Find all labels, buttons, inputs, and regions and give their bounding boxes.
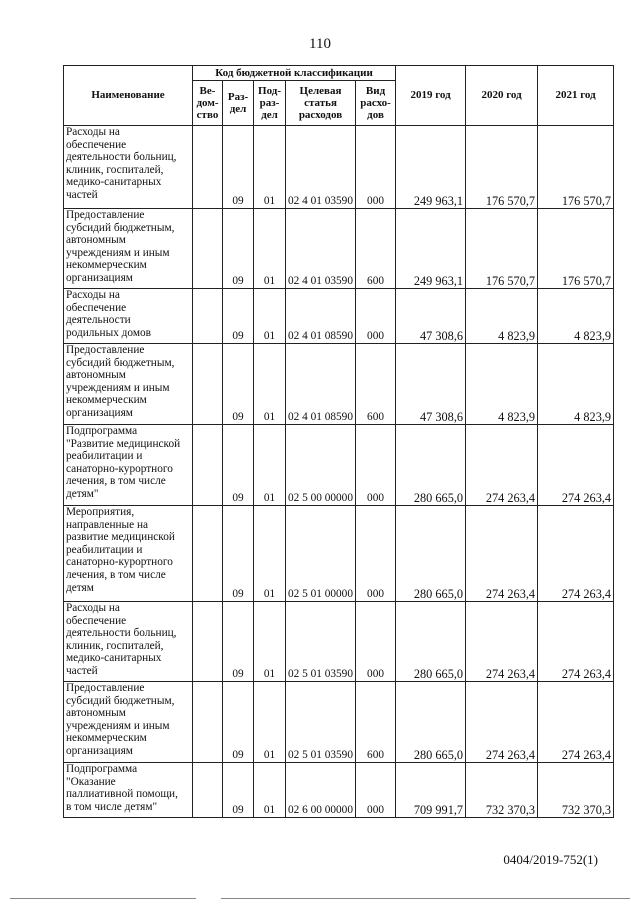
table-row <box>64 289 614 344</box>
table-row <box>64 344 614 425</box>
row-value-2021: 274 263,4 <box>538 602 614 682</box>
row-value-2020: 274 263,4 <box>466 506 538 602</box>
row-section: 09 <box>223 289 254 344</box>
table-row <box>64 126 614 209</box>
row-department <box>193 763 223 818</box>
row-value-2020: 176 570,7 <box>466 209 538 289</box>
table-row <box>64 682 614 763</box>
row-section: 09 <box>223 425 254 506</box>
row-value-2020: 4 823,9 <box>466 289 538 344</box>
row-subsection: 01 <box>254 425 286 506</box>
header-name: Наименование <box>64 66 193 126</box>
row-value-2019: 709 991,7 <box>396 763 466 818</box>
row-department <box>193 682 223 763</box>
row-department <box>193 126 223 209</box>
table-row <box>64 763 614 818</box>
row-department <box>193 506 223 602</box>
row-name: Расходы на обеспечение деятельности родильных домов <box>64 289 193 344</box>
row-subsection: 01 <box>254 126 286 209</box>
header-expense-type: Вид расхо- дов <box>356 81 396 126</box>
table-header <box>64 66 614 126</box>
row-value-2019: 280 665,0 <box>396 506 466 602</box>
row-value-2021: 176 570,7 <box>538 126 614 209</box>
row-value-2019: 280 665,0 <box>396 682 466 763</box>
budget-table <box>63 65 614 818</box>
row-subsection: 01 <box>254 289 286 344</box>
row-department <box>193 602 223 682</box>
row-target-item: 02 4 01 08590 <box>286 289 356 344</box>
row-expense-type: 600 <box>356 344 396 425</box>
row-value-2021: 274 263,4 <box>538 425 614 506</box>
row-expense-type: 000 <box>356 425 396 506</box>
row-value-2020: 732 370,3 <box>466 763 538 818</box>
row-value-2020: 274 263,4 <box>466 682 538 763</box>
row-target-item: 02 4 01 03590 <box>286 126 356 209</box>
row-name: Мероприятия, направленные на развитие медицинской реабилитации и санаторно-курортного лечения, в том числе детям <box>64 506 193 602</box>
table-row <box>64 425 614 506</box>
row-expense-type: 000 <box>356 602 396 682</box>
row-name: Предоставление субсидий бюджетным, автономным учреждениям и иным некоммерческим организациям <box>64 344 193 425</box>
row-expense-type: 000 <box>356 763 396 818</box>
row-target-item: 02 6 00 00000 <box>286 763 356 818</box>
row-value-2019: 249 963,1 <box>396 126 466 209</box>
row-subsection: 01 <box>254 682 286 763</box>
document-code: 0404/2019-752(1) <box>503 852 598 867</box>
row-department <box>193 344 223 425</box>
row-value-2019: 280 665,0 <box>396 425 466 506</box>
row-section: 09 <box>223 682 254 763</box>
row-section: 09 <box>223 763 254 818</box>
row-value-2021: 176 570,7 <box>538 209 614 289</box>
row-name: Подпрограмма "Оказание паллиативной помощи, в том числе детям" <box>64 763 193 818</box>
table-body <box>64 126 614 818</box>
page-number: 110 <box>309 36 331 52</box>
row-department <box>193 289 223 344</box>
row-value-2021: 732 370,3 <box>538 763 614 818</box>
header-year-2020: 2020 год <box>466 66 538 126</box>
row-target-item: 02 4 01 03590 <box>286 209 356 289</box>
row-section: 09 <box>223 209 254 289</box>
table-row <box>64 506 614 602</box>
row-name: Предоставление субсидий бюджетным, автономным учреждениям и иным некоммерческим организациям <box>64 209 193 289</box>
table-row <box>64 209 614 289</box>
header-budget-code-group: Код бюджетной классификации <box>193 66 396 81</box>
row-value-2021: 4 823,9 <box>538 344 614 425</box>
row-subsection: 01 <box>254 209 286 289</box>
row-target-item: 02 5 01 00000 <box>286 506 356 602</box>
row-subsection: 01 <box>254 602 286 682</box>
row-subsection: 01 <box>254 506 286 602</box>
row-subsection: 01 <box>254 763 286 818</box>
row-section: 09 <box>223 126 254 209</box>
row-expense-type: 000 <box>356 289 396 344</box>
row-target-item: 02 5 00 00000 <box>286 425 356 506</box>
row-target-item: 02 5 01 03590 <box>286 602 356 682</box>
row-value-2021: 274 263,4 <box>538 682 614 763</box>
row-value-2021: 274 263,4 <box>538 506 614 602</box>
row-value-2020: 274 263,4 <box>466 425 538 506</box>
row-value-2019: 47 308,6 <box>396 289 466 344</box>
header-year-2021: 2021 год <box>538 66 614 126</box>
row-expense-type: 600 <box>356 682 396 763</box>
page-edge-line <box>10 898 630 899</box>
row-value-2020: 4 823,9 <box>466 344 538 425</box>
row-value-2019: 47 308,6 <box>396 344 466 425</box>
row-department <box>193 425 223 506</box>
header-subsection: Под- раз- дел <box>254 81 286 126</box>
row-section: 09 <box>223 344 254 425</box>
header-department: Ве- дом- ство <box>193 81 223 126</box>
row-target-item: 02 4 01 08590 <box>286 344 356 425</box>
row-value-2021: 4 823,9 <box>538 289 614 344</box>
header-section: Раз- дел <box>223 81 254 126</box>
header-target-item: Целевая статья расходов <box>286 81 356 126</box>
row-value-2020: 274 263,4 <box>466 602 538 682</box>
row-expense-type: 000 <box>356 506 396 602</box>
row-value-2019: 280 665,0 <box>396 602 466 682</box>
row-target-item: 02 5 01 03590 <box>286 682 356 763</box>
row-expense-type: 000 <box>356 126 396 209</box>
row-section: 09 <box>223 506 254 602</box>
row-name: Расходы на обеспечение деятельности больниц, клиник, госпиталей, медико-санитарных частей <box>64 602 193 682</box>
row-department <box>193 209 223 289</box>
row-value-2019: 249 963,1 <box>396 209 466 289</box>
row-name: Расходы на обеспечение деятельности больниц, клиник, госпиталей, медико-санитарных частей <box>64 126 193 209</box>
header-year-2019: 2019 год <box>396 66 466 126</box>
row-section: 09 <box>223 602 254 682</box>
row-name: Подпрограмма "Развитие медицинской реабилитации и санаторно-курортного лечения, в том числе детям" <box>64 425 193 506</box>
row-name: Предоставление субсидий бюджетным, автономным учреждениям и иным некоммерческим организациям <box>64 682 193 763</box>
row-expense-type: 600 <box>356 209 396 289</box>
row-subsection: 01 <box>254 344 286 425</box>
table-row <box>64 602 614 682</box>
row-value-2020: 176 570,7 <box>466 126 538 209</box>
